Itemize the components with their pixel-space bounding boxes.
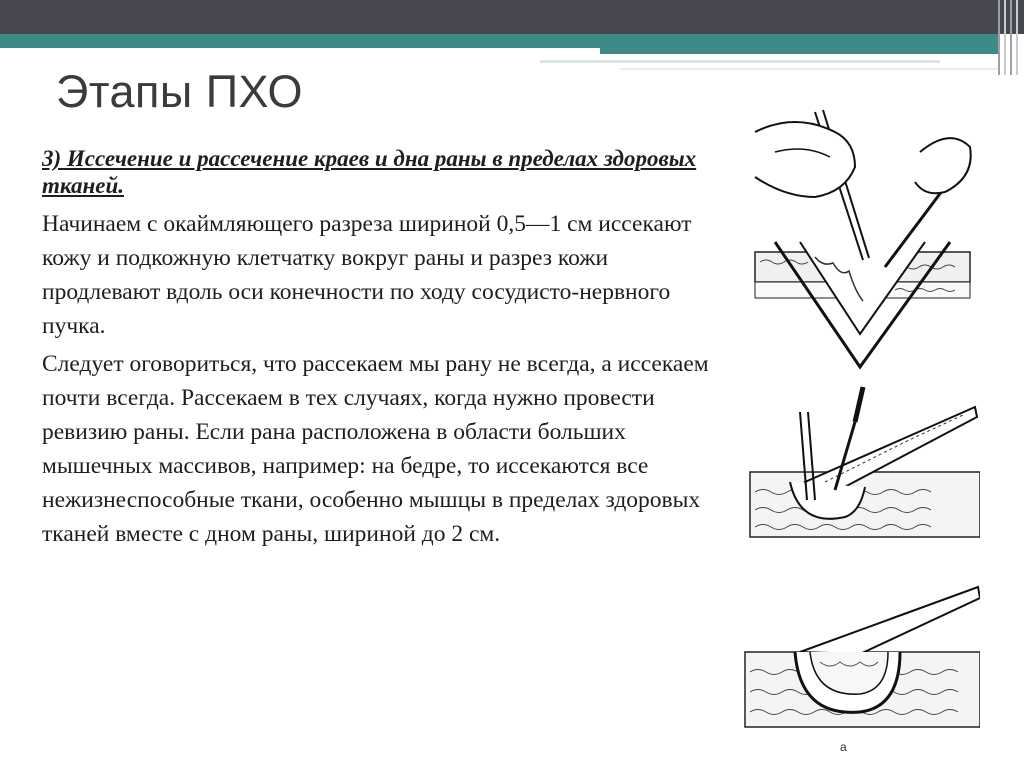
accent-bar-secondary bbox=[600, 48, 1000, 54]
decorative-line bbox=[540, 60, 940, 63]
slide-title: Этапы ПХО bbox=[56, 66, 304, 117]
illustrations-panel bbox=[740, 92, 985, 752]
wound-edge-incision-illustration-icon bbox=[745, 382, 980, 547]
excised-wound-bed-illustration-icon bbox=[740, 582, 980, 732]
figure-caption: а bbox=[840, 740, 847, 754]
paragraph-1: Начинаем с окаймляющего разреза шириной 0,5—1 см иссекают кожу и подкожную клетчатку вокруг раны и разрез кожи продлевают вдоль оси конечности по ходу сосудисто-нервного пучка. bbox=[42, 211, 692, 339]
decorative-line bbox=[620, 68, 1000, 70]
top-bar bbox=[0, 0, 1024, 34]
decorative-stripes bbox=[994, 0, 1024, 75]
slide-body bbox=[42, 145, 732, 555]
v-excision-illustration-icon bbox=[745, 92, 975, 382]
section-heading: 3) Иссечение и рассечение краев и дна раны в пределах здоровых тканей. bbox=[42, 146, 697, 198]
paragraph-2: Следует оговориться, что рассекаем мы рану не всегда, а иссекаем почти всегда. Рассекаем в тех случаях, когда нужно провести ревизию раны. Если рана расположена в области больших мышечных массивов, например: на бедре, то иссекаются все нежизнеспособные ткани, особенно мышцы в пределах здоровых тканей вместе с дном раны, шириной до 2 см. bbox=[42, 351, 709, 547]
accent-bar bbox=[0, 34, 1000, 48]
